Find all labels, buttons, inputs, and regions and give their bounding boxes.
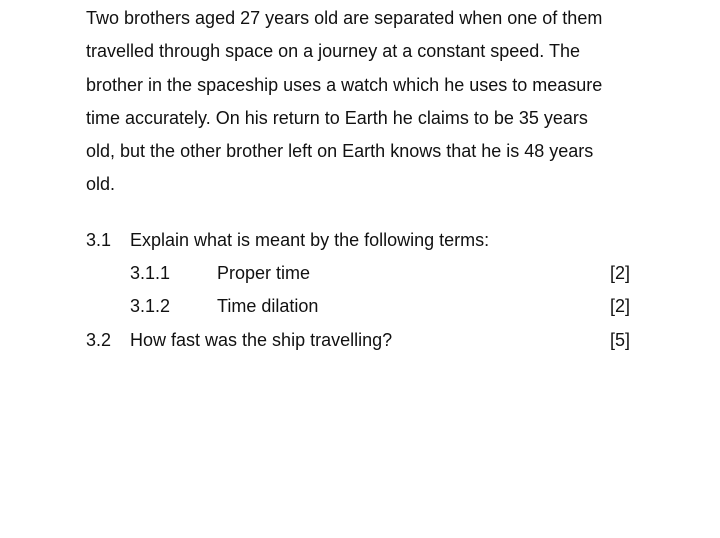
question-3-1-1-marks: [2]	[609, 263, 630, 283]
question-3-1-2-marks: [2]	[609, 296, 630, 316]
question-3-1-number: 3.1	[86, 230, 112, 250]
intro-line: Two brothers aged 27 years old are separated when one of them	[86, 8, 603, 28]
intro-line: time accurately. On his return to Earth he claims to be 35 years	[86, 107, 588, 128]
question-3-2-marks: [5]	[609, 330, 630, 350]
intro-line: old, but the other brother left on Earth knows that he is 48 years	[86, 141, 594, 162]
intro-line: travelled through space on a journey at a constant speed. The	[86, 41, 580, 62]
question-3-1-2-text: Time dilation	[217, 296, 319, 316]
intro-line: brother in the spaceship uses a watch which he uses to measure	[86, 74, 603, 95]
question-3-1-1-text: Proper time	[217, 263, 311, 283]
intro-paragraph	[86, 2, 686, 202]
intro-line: old.	[86, 174, 116, 195]
question-3-1-text: Explain what is meant by the following terms:	[130, 230, 490, 250]
question-3-2-text: How fast was the ship travelling?	[130, 330, 393, 350]
question-3-1-1-number: 3.1.1	[130, 263, 171, 283]
question-3-2-number: 3.2	[86, 330, 112, 350]
question-3-1-2-number: 3.1.2	[130, 296, 171, 316]
